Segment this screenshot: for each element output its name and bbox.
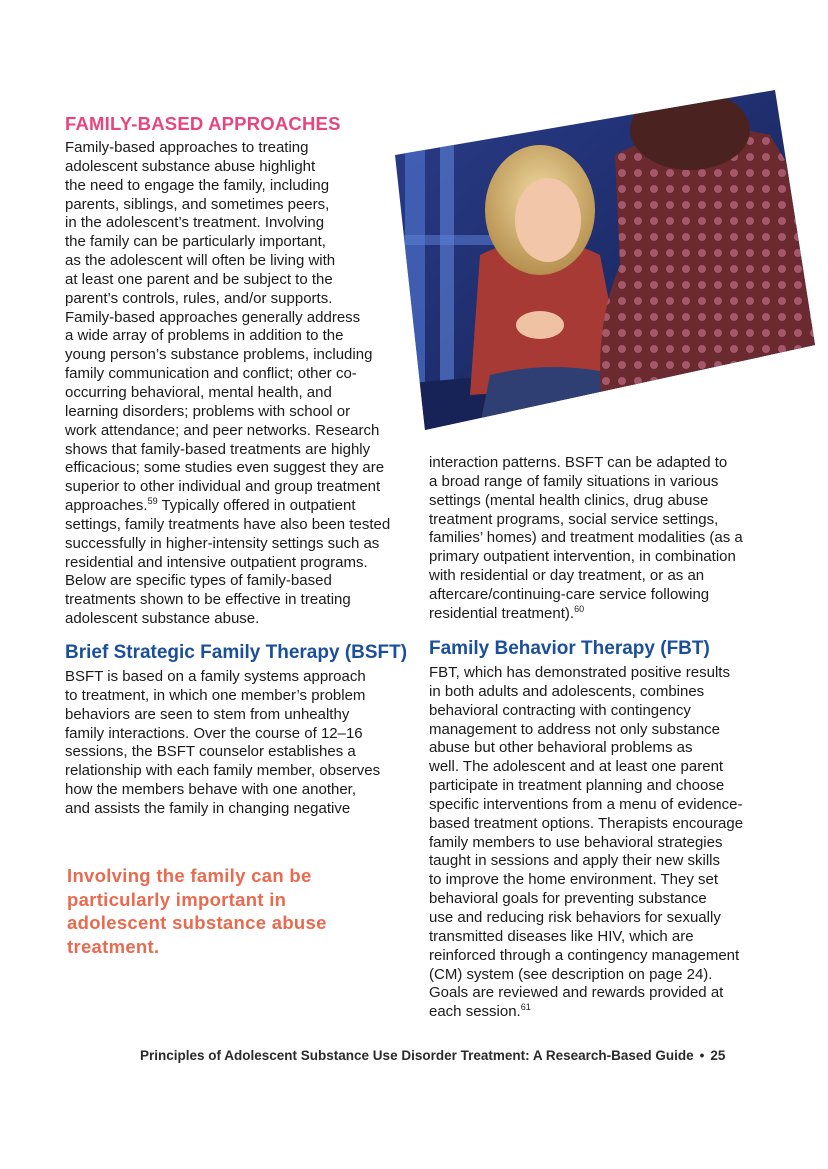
paragraph-line: with residential or day treatment, or as an (429, 567, 705, 585)
paragraph-line: how the members behave with one another, (65, 781, 357, 799)
paragraph-line: behavioral goals for preventing substance (429, 890, 707, 908)
family-therapy-photo (390, 85, 828, 430)
subheading-bsft: Brief Strategic Family Therapy (BSFT) (65, 642, 408, 663)
paragraph-line: young person’s substance problems, including (65, 346, 373, 364)
page-footer (140, 1048, 725, 1063)
paragraph-line: taught in sessions and apply their new skills (429, 852, 720, 870)
footnote-ref: 59 (147, 496, 158, 507)
paragraph-line: superior to other individual and group treatment (65, 478, 381, 496)
paragraph-line-with-ref (429, 605, 743, 624)
subheading-fbt: Family Behavior Therapy (FBT) (429, 638, 710, 659)
paragraph-line: parent’s controls, rules, and/or supports. (65, 289, 333, 307)
paragraph-line: adolescent substance abuse highlight (65, 157, 316, 175)
bsft-paragraph-continued (429, 454, 743, 624)
paragraph-line: use and reducing risk behaviors for sexually (429, 908, 721, 926)
paragraph-line: at least one parent and be subject to the (65, 270, 333, 288)
paragraph-line: efficacious; some studies even suggest they are (65, 459, 385, 477)
line-text: residential treatment). (429, 604, 575, 622)
paragraph-line: behaviors are seen to stem from unhealthy (65, 705, 350, 723)
paragraph-line: based treatment options. Therapists encourage (429, 814, 744, 832)
footer-bullet: • (699, 1048, 705, 1063)
paragraph-line-with-ref (429, 1003, 743, 1022)
paragraph-line: behavioral contracting with contingency (429, 701, 691, 719)
paragraph-line: BSFT is based on a family systems approach (65, 668, 366, 685)
paragraph-line: parents, siblings, and sometimes peers, (65, 195, 330, 213)
paragraph-line: family interactions. Over the course of 12–16 (65, 724, 363, 742)
paragraph-line: and assists the family in changing negative (65, 799, 351, 817)
paragraph-line: in the adolescent’s treatment. Involving (65, 214, 325, 232)
paragraph-line: family members to use behavioral strategies (429, 833, 723, 851)
fbt-paragraph (429, 664, 743, 1022)
footnote-ref: 60 (574, 603, 585, 614)
paragraph-line: work attendance; and peer networks. Research (65, 421, 380, 439)
paragraph-line: treatment programs, social service settings, (429, 510, 719, 528)
paragraph-line: primary outpatient intervention, in combination (429, 548, 736, 566)
paragraph-line: family communication and conflict; other co- (65, 365, 357, 383)
paragraph-line: interaction patterns. BSFT can be adapted to (429, 454, 728, 471)
paragraph-line: a broad range of family situations in various (429, 472, 719, 490)
paragraph-line: as the adolescent will often be living with (65, 252, 336, 270)
paragraph-line: the family can be particularly important, (65, 233, 326, 251)
pull-quote-line: Involving the family can be (67, 865, 312, 886)
line-text: Typically offered in outpatient (157, 497, 356, 515)
paragraph-line: sessions, the BSFT counselor establishes a (65, 743, 356, 761)
paragraph-line: occurring behavioral, mental health, and (65, 383, 332, 401)
paragraph-line: participate in treatment planning and choose (429, 777, 725, 795)
paragraph-line: the need to engage the family, including (65, 176, 330, 194)
pull-quote (67, 864, 327, 958)
paragraph-line: to treatment, in which one member’s problem (65, 686, 366, 704)
paragraph-line: shows that family-based treatments are highly (65, 440, 371, 458)
footnote-ref: 61 (520, 1002, 531, 1013)
paragraph-line: adolescent substance abuse. (65, 610, 260, 628)
paragraph-line: families’ homes) and treatment modalities (as a (429, 529, 743, 547)
paragraph-line: abuse but other behavioral problems as (429, 739, 693, 757)
paragraph-line: Goals are reviewed and rewards provided at (429, 984, 724, 1002)
pull-quote-line: adolescent substance abuse (67, 912, 327, 933)
paragraph-line: to improve the home environment. They set (429, 871, 719, 889)
paragraph-line: well. The adolescent and at least one parent (429, 758, 724, 776)
paragraph-line: FBT, which has demonstrated positive results (429, 664, 730, 681)
paragraph-line: a wide array of problems in addition to the (65, 327, 344, 345)
paragraph-line: (CM) system (see description on page 24). (429, 965, 713, 983)
paragraph-line: management to address not only substance (429, 720, 721, 738)
paragraph-line: in both adults and adolescents, combines (429, 682, 705, 700)
pull-quote-line: treatment. (67, 935, 160, 957)
pull-quote-line: particularly important in (67, 888, 287, 910)
paragraph-line: Family-based approaches to treating (65, 139, 309, 156)
paragraph-line: settings, family treatments have also been tested (65, 515, 391, 533)
section-heading-family-based: FAMILY-BASED APPROACHES (65, 113, 341, 134)
paragraph-line: settings (mental health clinics, drug abuse (429, 491, 709, 509)
paragraph-line: specific interventions from a menu of evidence- (429, 795, 743, 813)
paragraph-line: Family-based approaches generally address (65, 308, 361, 326)
line-text: each session. (429, 1003, 521, 1021)
paragraph-line: relationship with each family member, observes (65, 762, 381, 780)
family-based-paragraph (65, 139, 390, 629)
bsft-paragraph (65, 668, 380, 819)
paragraph-line: learning disorders; problems with school or (65, 402, 351, 420)
paragraph-line: transmitted diseases like HIV, which are (429, 927, 694, 945)
paragraph-line: residential and intensive outpatient programs. (65, 553, 368, 571)
paragraph-line: successfully in higher-intensity settings such as (65, 534, 380, 552)
paragraph-line: treatments shown to be effective in treating (65, 591, 351, 609)
paragraph-line: aftercare/continuing-care service following (429, 585, 710, 603)
paragraph-line-with-ref (65, 497, 390, 516)
line-text: approaches. (65, 497, 148, 515)
footer-title: Principles of Adolescent Substance Use Disorder Treatment: A Research-Based Guide (140, 1048, 694, 1063)
paragraph-line: reinforced through a contingency management (429, 946, 740, 964)
paragraph-line: Below are specific types of family-based (65, 572, 332, 590)
page-number: 25 (710, 1048, 726, 1063)
